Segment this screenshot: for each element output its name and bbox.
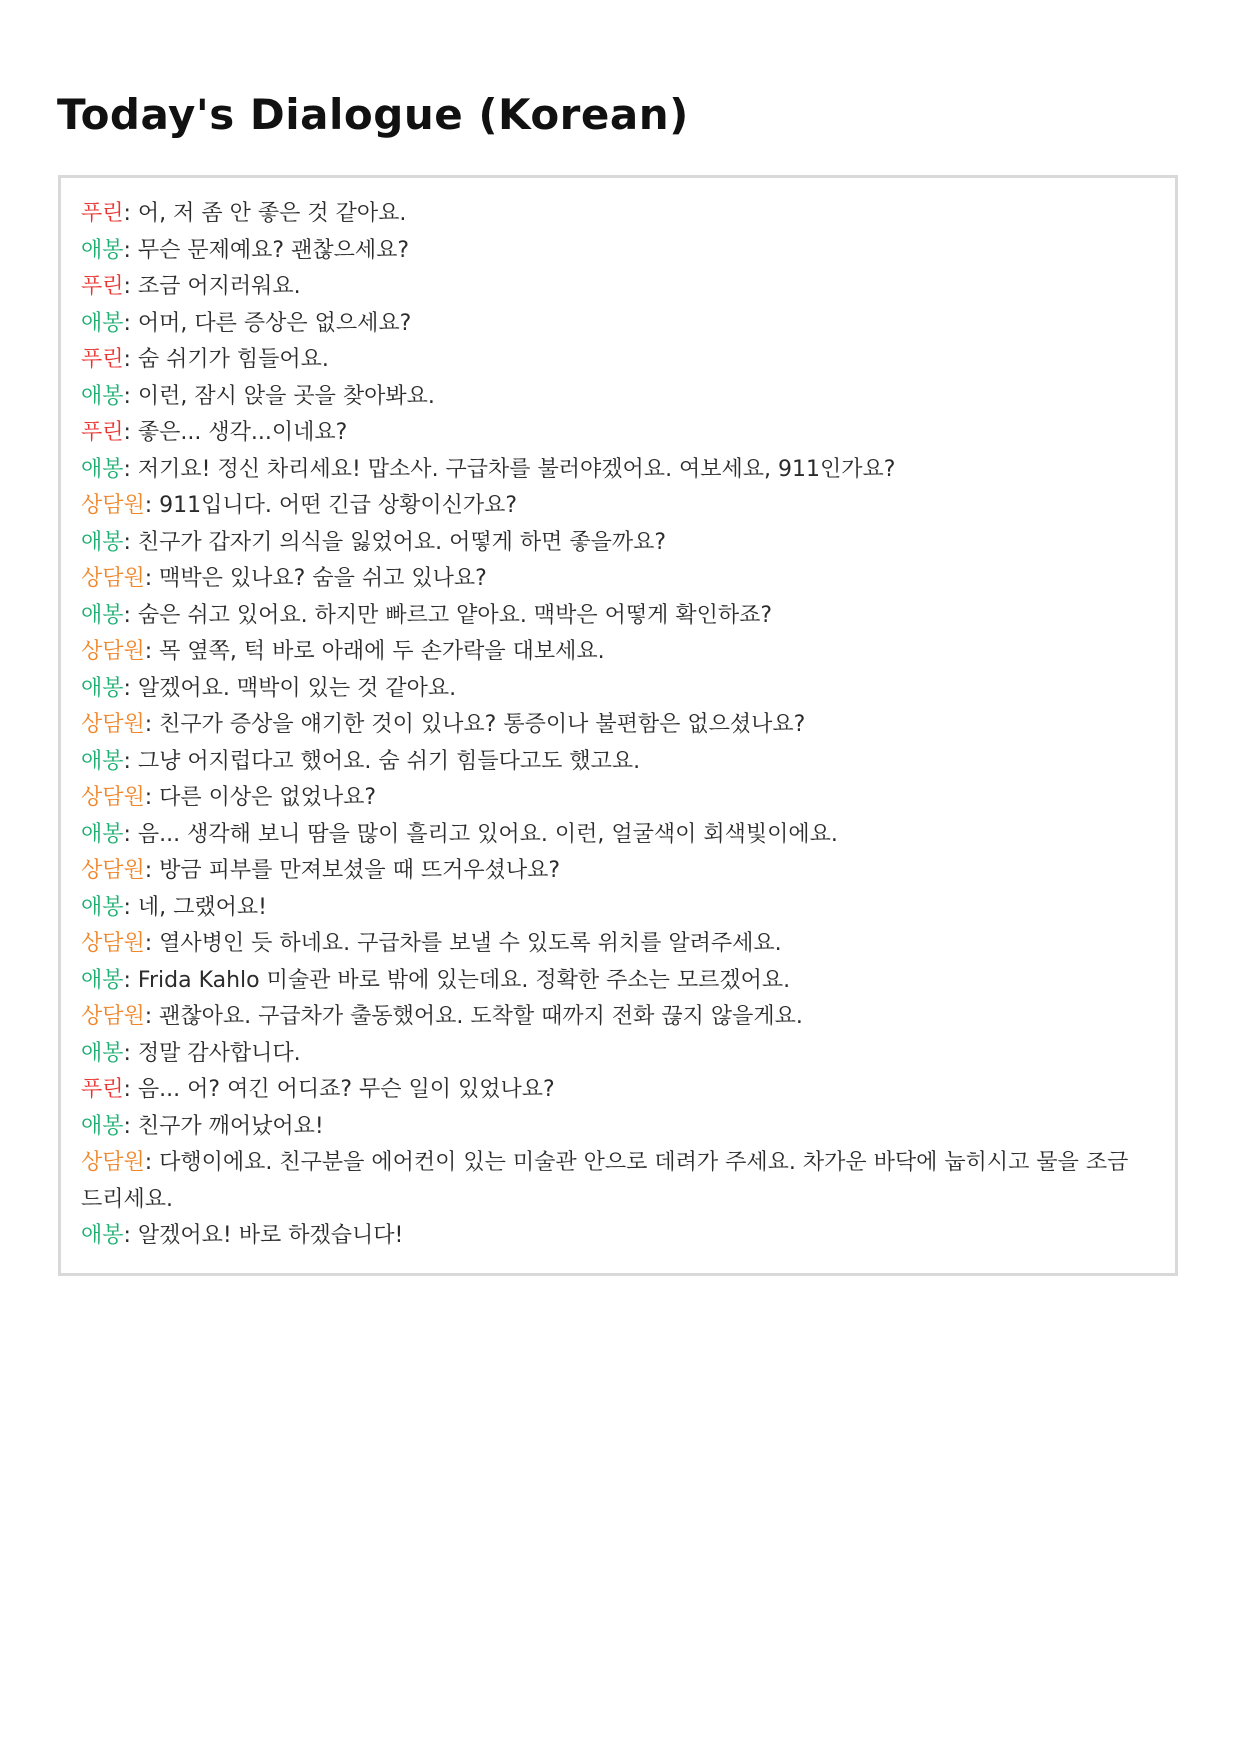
utterance-text: : 어, 저 좀 안 좋은 것 같아요. (123, 201, 407, 226)
dialogue-line (81, 1072, 1155, 1109)
dialogue-line (81, 561, 1155, 598)
speaker-name: 상담원 (81, 785, 145, 810)
utterance-text: : 친구가 갑자기 의식을 잃었어요. 어떻게 하면 좋을까요? (123, 529, 667, 555)
speaker-name: 상담원 (81, 712, 145, 737)
dialogue-box (58, 175, 1178, 1276)
speaker-name: 푸린 (81, 420, 124, 445)
utterance-text: : 조금 어지러워요. (123, 274, 301, 299)
speaker-name: 상담원 (81, 1004, 145, 1029)
utterance-text: : 알겠어요! 바로 하겠습니다! (123, 1223, 404, 1248)
speaker-name: 상담원 (81, 493, 145, 518)
dialogue-line (81, 233, 1155, 270)
dialogue-line (81, 525, 1155, 562)
dialogue-line (81, 598, 1155, 635)
utterance-text: : 친구가 증상을 얘기한 것이 있나요? 통증이나 불편함은 없으셨나요? (144, 712, 806, 737)
utterance-text: : 좋은... 생각...이네요? (123, 420, 348, 445)
utterance-text: : 친구가 깨어났어요! (123, 1113, 324, 1139)
utterance-text: : 이런, 잠시 앉을 곳을 찾아봐요. (123, 383, 435, 409)
speaker-name: 애봉 (81, 821, 124, 847)
speaker-name: 애봉 (81, 456, 124, 482)
speaker-name: 푸린 (81, 347, 124, 372)
utterance-text: : 숨 쉬기가 힘들어요. (123, 347, 329, 372)
utterance-text: : 정말 감사합니다. (123, 1040, 301, 1066)
dialogue-line (81, 452, 1155, 489)
dialogue-line (81, 853, 1155, 890)
speaker-name: 애봉 (81, 894, 124, 920)
speaker-name: 애봉 (81, 237, 124, 263)
speaker-name: 애봉 (81, 748, 124, 774)
dialogue-line (81, 269, 1155, 306)
page-title: Today's Dialogue (Korean) (57, 90, 689, 139)
utterance-text: : 저기요! 정신 차리세요! 맙소사. 구급차를 불러야겠어요. 여보세요, 911인가요? (123, 456, 896, 482)
dialogue-line (81, 415, 1155, 452)
dialogue-line (81, 999, 1155, 1036)
dialogue-line (81, 963, 1155, 1000)
speaker-name: 애봉 (81, 967, 124, 993)
utterance-text: : 음... 생각해 보니 땀을 많이 흘리고 있어요. 이런, 얼굴색이 회색빛이에요. (123, 821, 838, 847)
speaker-name: 푸린 (81, 201, 124, 226)
speaker-name: 애봉 (81, 310, 124, 336)
dialogue-line (81, 196, 1155, 233)
speaker-name: 애봉 (81, 1113, 124, 1139)
dialogue-line (81, 707, 1155, 744)
utterance-text: : 네, 그랬어요! (123, 894, 267, 920)
dialogue-line (81, 1036, 1155, 1073)
speaker-name: 상담원 (81, 858, 145, 883)
dialogue-line (81, 890, 1155, 927)
dialogue-line (81, 306, 1155, 343)
dialogue-line (81, 1109, 1155, 1146)
utterance-text: : 숨은 쉬고 있어요. 하지만 빠르고 얕아요. 맥박은 어떻게 확인하죠? (123, 602, 773, 628)
utterance-text: : 방금 피부를 만져보셨을 때 뜨거우셨나요? (144, 858, 561, 883)
dialogue-line (81, 926, 1155, 963)
utterance-text: : 무슨 문제예요? 괜찮으세요? (123, 237, 410, 263)
utterance-text: : 911입니다. 어떤 긴급 상황이신가요? (144, 493, 518, 518)
utterance-text: : 음... 어? 여긴 어디죠? 무슨 일이 있었나요? (123, 1077, 555, 1102)
speaker-name: 애봉 (81, 675, 124, 701)
speaker-name: 상담원 (81, 1150, 145, 1175)
utterance-text: : Frida Kahlo 미술관 바로 밖에 있는데요. 정확한 주소는 모르겠어요. (123, 967, 791, 993)
utterance-text: : 다행이에요. 친구분을 에어컨이 있는 미술관 안으로 데려가 주세요. 차가운 바닥에 눕히시고 물을 조금 드리세요. (81, 1150, 1129, 1212)
speaker-name: 푸린 (81, 274, 124, 299)
utterance-text: : 그냥 어지럽다고 했어요. 숨 쉬기 힘들다고도 했고요. (123, 748, 641, 774)
dialogue-line (81, 488, 1155, 525)
dialogue-line (81, 744, 1155, 781)
utterance-text: : 열사병인 듯 하네요. 구급차를 보낼 수 있도록 위치를 알려주세요. (144, 931, 782, 956)
speaker-name: 상담원 (81, 566, 145, 591)
dialogue-line (81, 1145, 1155, 1218)
speaker-name: 애봉 (81, 1223, 124, 1248)
utterance-text: : 목 옆쪽, 턱 바로 아래에 두 손가락을 대보세요. (144, 639, 605, 664)
dialogue-line (81, 634, 1155, 671)
speaker-name: 애봉 (81, 602, 124, 628)
utterance-text: : 알겠어요. 맥박이 있는 것 같아요. (123, 675, 457, 701)
utterance-text: : 다른 이상은 없었나요? (144, 785, 377, 810)
dialogue-line (81, 379, 1155, 416)
dialogue-line (81, 817, 1155, 854)
dialogue-line (81, 671, 1155, 708)
utterance-text: : 맥박은 있나요? 숨을 쉬고 있나요? (144, 566, 487, 591)
speaker-name: 애봉 (81, 1040, 124, 1066)
speaker-name: 애봉 (81, 383, 124, 409)
speaker-name: 상담원 (81, 931, 145, 956)
dialogue-line (81, 780, 1155, 817)
utterance-text: : 괜찮아요. 구급차가 출동했어요. 도착할 때까지 전화 끊지 않을게요. (144, 1004, 803, 1029)
dialogue-line (81, 1218, 1155, 1255)
utterance-text: : 어머, 다른 증상은 없으세요? (123, 310, 412, 336)
speaker-name: 상담원 (81, 639, 145, 664)
speaker-name: 애봉 (81, 529, 124, 555)
dialogue-line (81, 342, 1155, 379)
speaker-name: 푸린 (81, 1077, 124, 1102)
